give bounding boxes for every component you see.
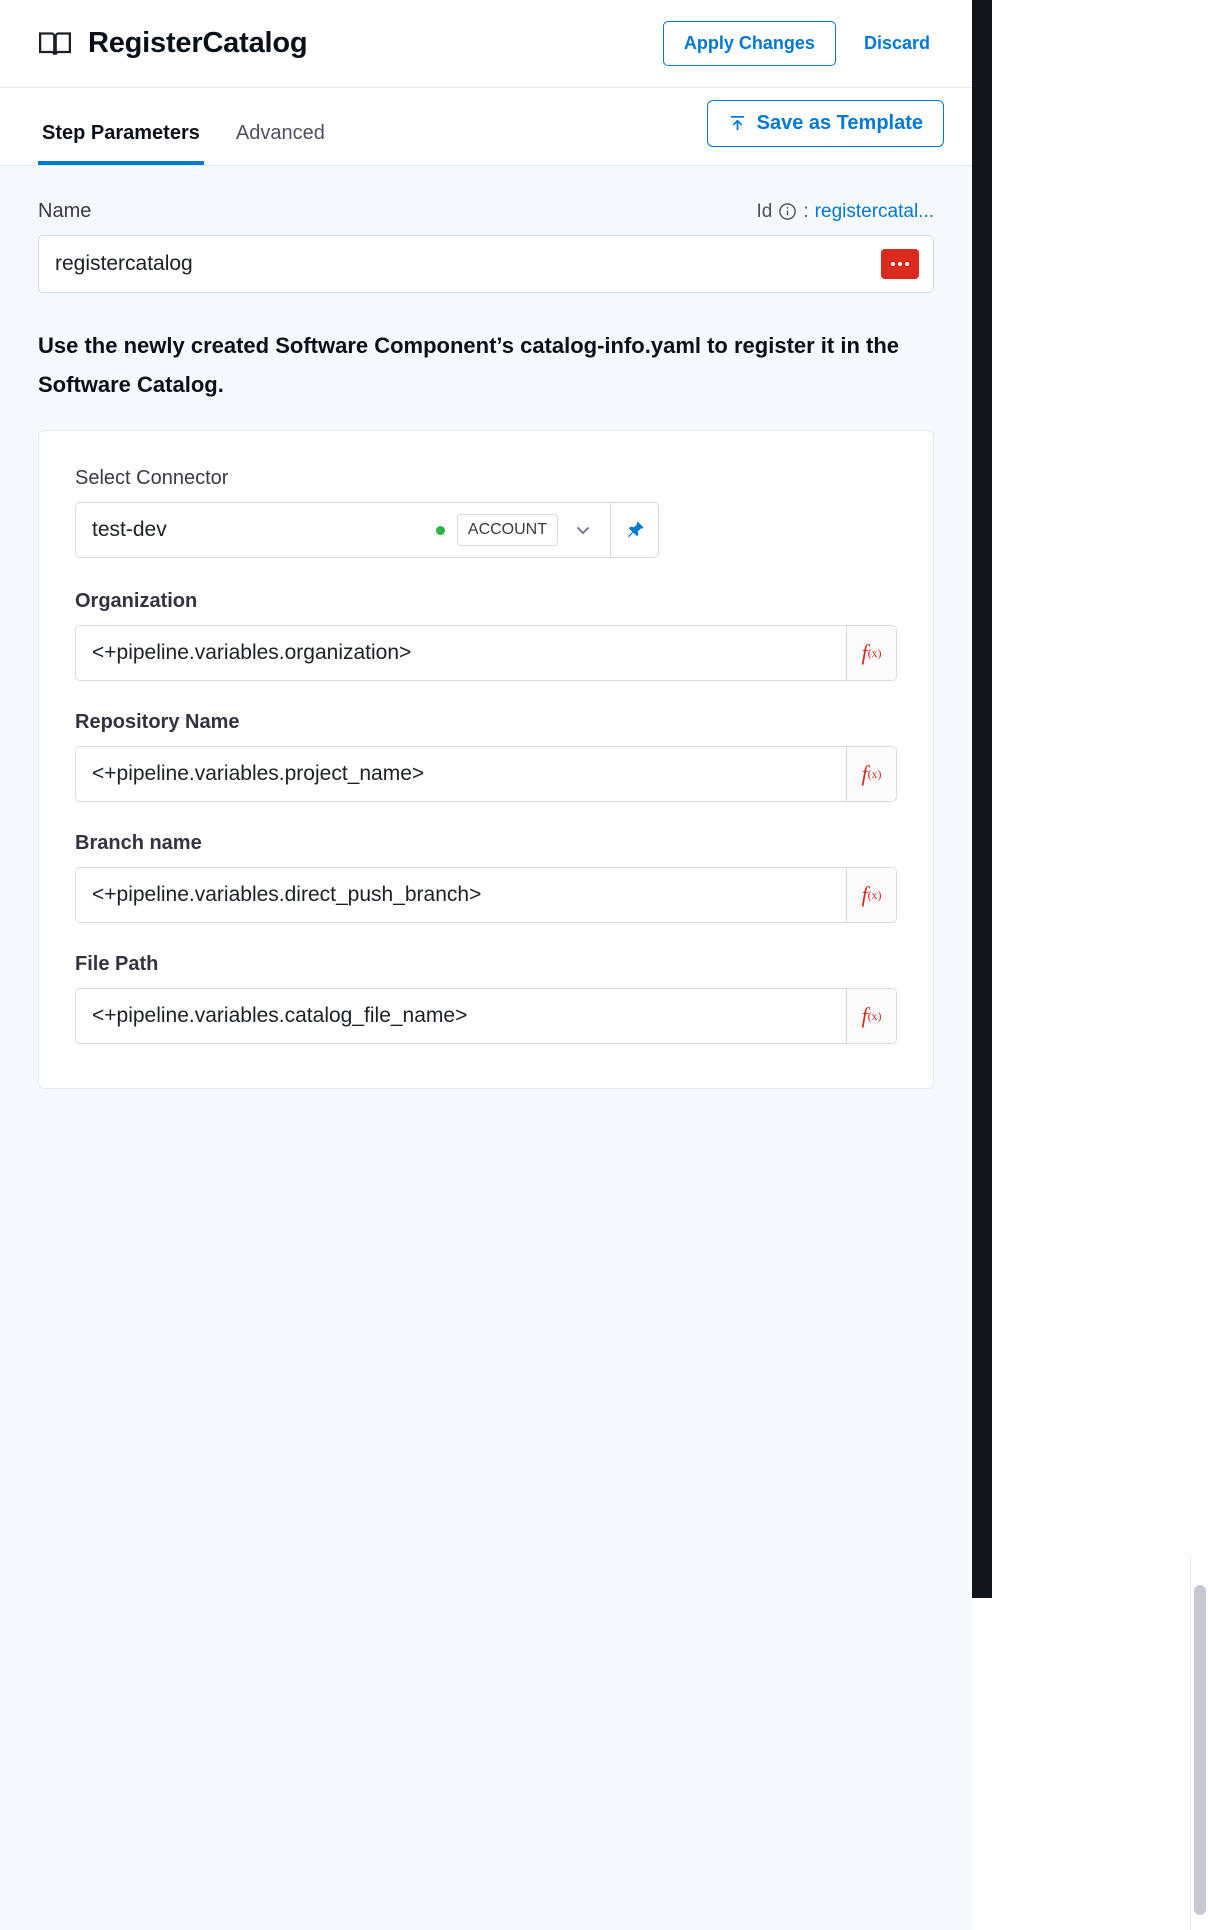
organization-input[interactable]: <+pipeline.variables.organization> bbox=[92, 641, 412, 664]
file-path-label: File Path bbox=[75, 953, 159, 975]
select-connector-label: Select Connector bbox=[75, 467, 229, 489]
upload-icon bbox=[728, 114, 747, 133]
step-parameters-card bbox=[38, 430, 934, 1089]
tabs bbox=[38, 88, 707, 165]
repository-name-label: Repository Name bbox=[75, 711, 240, 733]
step-id-block bbox=[757, 201, 934, 223]
connector-value: test-dev bbox=[92, 518, 167, 541]
connector-scope-badge: ACCOUNT bbox=[457, 514, 558, 546]
panel-header bbox=[0, 0, 972, 88]
id-separator: : bbox=[803, 200, 809, 222]
info-icon[interactable] bbox=[778, 202, 797, 221]
fx-sub: (x) bbox=[867, 645, 882, 660]
save-as-template-label: Save as Template bbox=[756, 112, 923, 134]
branch-name-field[interactable] bbox=[75, 867, 897, 923]
branch-name-input[interactable]: <+pipeline.variables.direct_push_branch> bbox=[92, 883, 482, 906]
fx-sub: (x) bbox=[867, 766, 882, 781]
page-right-edge bbox=[972, 0, 1208, 1930]
pin-connector-button[interactable] bbox=[611, 502, 659, 558]
apply-changes-button[interactable]: Apply Changes bbox=[663, 21, 836, 66]
file-path-expression-button[interactable]: f (x) bbox=[846, 989, 896, 1043]
name-label: Name bbox=[38, 200, 92, 222]
tab-bar bbox=[0, 88, 972, 166]
save-as-template-button[interactable] bbox=[707, 100, 944, 147]
organization-expression-button[interactable]: f (x) bbox=[846, 626, 896, 680]
branch-name-expression-button[interactable]: f (x) bbox=[846, 868, 896, 922]
fx-sub: (x) bbox=[867, 1008, 882, 1023]
tab-advanced[interactable]: Advanced bbox=[235, 122, 325, 144]
repository-name-field[interactable] bbox=[75, 746, 897, 802]
file-path-input[interactable]: <+pipeline.variables.catalog_file_name> bbox=[92, 1004, 468, 1027]
file-path-field[interactable] bbox=[75, 988, 897, 1044]
repository-name-input[interactable]: <+pipeline.variables.project_name> bbox=[92, 762, 425, 785]
panel-header-left bbox=[38, 27, 663, 60]
repository-name-expression-button[interactable]: f (x) bbox=[846, 747, 896, 801]
name-input[interactable]: registercatalog bbox=[55, 252, 193, 275]
page-backdrop bbox=[972, 0, 992, 1598]
step-description: Use the newly created Software Component’s catalog-info.yaml to register it in the Software Catalog. bbox=[38, 333, 900, 397]
book-icon bbox=[38, 30, 72, 58]
pin-icon bbox=[625, 520, 645, 540]
id-value[interactable]: registercatal... bbox=[814, 200, 934, 222]
organization-label: Organization bbox=[75, 590, 198, 612]
fx-sub: (x) bbox=[867, 887, 882, 902]
connector-row bbox=[75, 502, 897, 558]
scrollbar-thumb[interactable] bbox=[1194, 1585, 1206, 1915]
id-label: Id bbox=[756, 200, 773, 222]
name-field[interactable] bbox=[38, 235, 934, 293]
multiline-dots-icon[interactable] bbox=[881, 249, 919, 279]
organization-field[interactable] bbox=[75, 625, 897, 681]
connector-status-icon bbox=[436, 526, 445, 535]
branch-name-label: Branch name bbox=[75, 832, 202, 854]
connector-select[interactable] bbox=[75, 502, 611, 558]
discard-button[interactable]: Discard bbox=[850, 22, 944, 65]
name-row bbox=[38, 200, 934, 223]
page-title: RegisterCatalog bbox=[88, 27, 308, 59]
chevron-down-icon[interactable] bbox=[572, 519, 594, 541]
tab-step-parameters[interactable]: Step Parameters bbox=[38, 122, 204, 165]
panel-body bbox=[0, 166, 972, 1930]
